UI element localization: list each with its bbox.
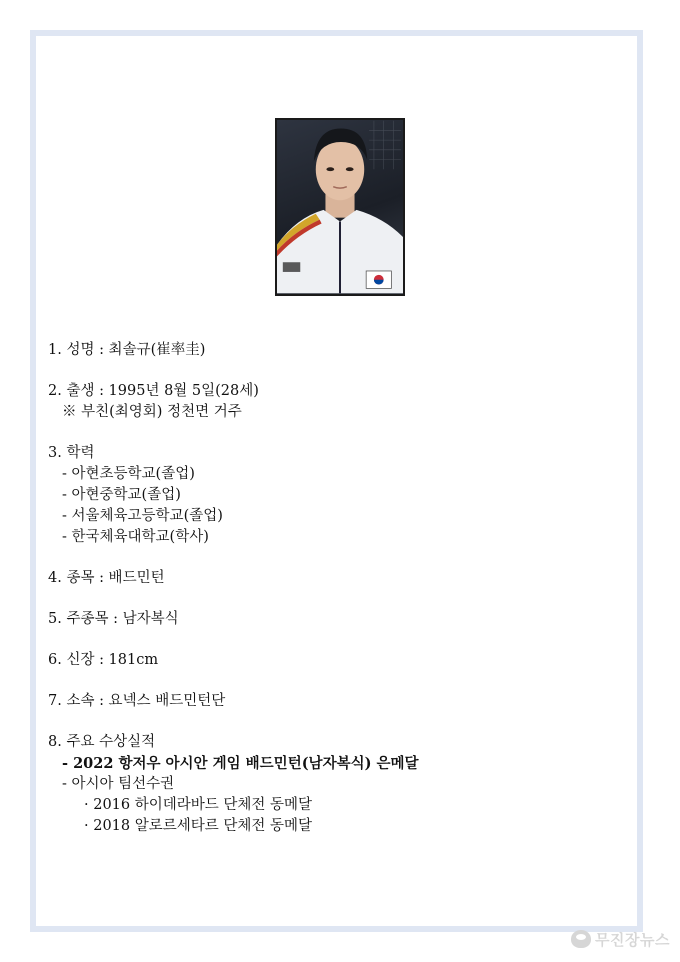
award-sub-header: - 아시아 팀선수권	[62, 776, 175, 792]
birth-line: 2. 출생 : 1995년 8월 5일(28세)	[48, 383, 259, 399]
athlete-photo	[275, 118, 405, 296]
award-highlight: - 2022 항저우 아시안 게임 배드민턴(남자복식) 은메달	[62, 755, 419, 772]
awards-header: 8. 주요 수상실적	[48, 734, 156, 750]
team-line: 7. 소속 : 요넥스 배드민턴단	[48, 693, 226, 709]
birth-note: ※ 부친(최영회) 정천면 거주	[62, 404, 242, 420]
award-sub-item: · 2016 하이데라바드 단체전 동메달	[84, 797, 313, 813]
profile-content	[48, 340, 628, 837]
education-item: - 아현초등학교(졸업)	[62, 466, 195, 482]
name-line: 1. 성명 : 최솔규(崔率圭)	[48, 342, 206, 358]
education-item: - 아현중학교(졸업)	[62, 487, 181, 503]
watermark	[571, 926, 670, 952]
watermark-logo-icon	[571, 930, 591, 948]
education-item: - 한국체육대학교(학사)	[62, 529, 209, 545]
sport-line: 4. 종목 : 배드민턴	[48, 570, 165, 586]
height-line: 6. 신장 : 181cm	[48, 652, 159, 668]
main-event-line: 5. 주종목 : 남자복식	[48, 611, 179, 627]
award-sub-item: · 2018 알로르세타르 단체전 동메달	[84, 818, 313, 834]
education-item: - 서울체육고등학교(졸업)	[62, 508, 223, 524]
education-header: 3. 학력	[48, 445, 95, 461]
watermark-text: 무진장뉴스	[595, 930, 670, 949]
